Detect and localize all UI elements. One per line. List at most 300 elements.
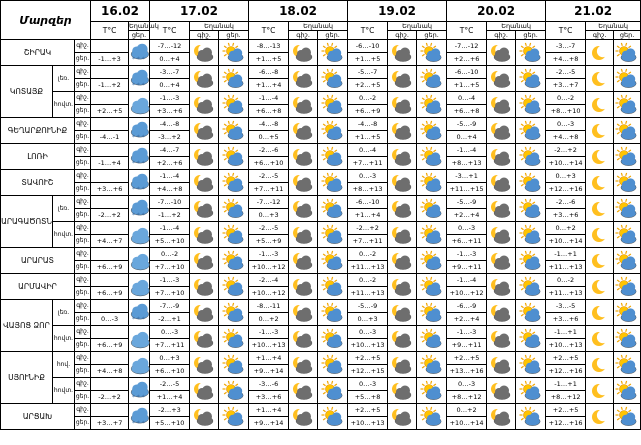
sun-cloud-icon	[420, 304, 444, 322]
sun-cloud-icon	[321, 148, 345, 166]
temp-day: +9…+14	[249, 365, 289, 378]
cloud-moon-icon	[291, 70, 315, 88]
day-label: ցեր.	[75, 417, 91, 430]
svg-text:* * *: * * *	[132, 394, 145, 402]
weather-cell-day	[417, 378, 447, 404]
temp-day: +10…+13	[348, 417, 388, 430]
temp-day: -2…+1	[150, 313, 190, 326]
cloud-moon-icon	[291, 44, 315, 62]
weather-cell-night	[289, 118, 318, 144]
sun-cloud-icon	[519, 174, 543, 192]
weather-cell-night	[487, 66, 516, 92]
weather-cell-day	[417, 40, 447, 66]
temp-night: -6…-10	[447, 66, 487, 79]
weather-cell-day	[318, 352, 348, 378]
moon-icon	[588, 330, 612, 348]
temp-night	[91, 196, 129, 209]
temp-night: -6…-10	[348, 196, 388, 209]
weather-cell-day	[219, 300, 249, 326]
temp-night: -7…-10	[150, 196, 190, 209]
temp-day: +4…+8	[546, 53, 586, 66]
temp-day: +5…+9	[249, 235, 289, 248]
temp-night: 0…-3	[447, 378, 487, 391]
weather-cell-day	[417, 274, 447, 300]
sun-cloud-icon	[222, 96, 246, 114]
temp-night: 0…-2	[348, 248, 388, 261]
cloud-icon	[129, 278, 153, 296]
sun-cloud-icon	[519, 252, 543, 270]
cloud-snow-icon	[129, 122, 153, 140]
svg-text:* * *: * * *	[132, 82, 145, 90]
sun-cloud-icon	[222, 226, 246, 244]
weather-cell-night	[586, 274, 614, 300]
weather-cell-day	[614, 300, 641, 326]
temp-day: +6…+10	[249, 157, 289, 170]
region-row-night	[1, 40, 641, 53]
weather-cell-day	[318, 40, 348, 66]
cloud-moon-icon	[291, 356, 315, 374]
temp-day: +6…+8	[447, 105, 487, 118]
weather-cell-day	[614, 352, 641, 378]
sun-cloud-icon	[321, 356, 345, 374]
sun-cloud-icon	[222, 44, 246, 62]
subregion-label: հովտ.	[53, 326, 75, 352]
temp-night: -2…+3	[150, 404, 190, 417]
temp-night: -1…-3	[249, 248, 289, 261]
temp-day: +3…+6	[91, 183, 129, 196]
temp-night	[91, 326, 129, 339]
region-row-night	[1, 144, 641, 157]
temp-day: +11…+13	[348, 287, 388, 300]
cloud-moon-icon	[390, 70, 414, 88]
temp-day: 0…+5	[249, 131, 289, 144]
temp-day: +7…+11	[249, 183, 289, 196]
day-label: ցեր.	[75, 157, 91, 170]
sun-cloud-icon	[615, 174, 639, 192]
region-name: ԱՐԱԳԱԾՈՏՆ	[1, 196, 53, 248]
cloud-moon-icon	[192, 278, 216, 296]
temp-day: +3…+6	[546, 209, 586, 222]
weather-cell-day	[614, 144, 641, 170]
sun-cloud-icon	[420, 356, 444, 374]
temp-night: -8…-13	[249, 40, 289, 53]
temp-night: -2…-6	[546, 196, 586, 209]
sun-cloud-icon	[222, 148, 246, 166]
temp-night: -2…+2	[546, 144, 586, 157]
weather-cell-day	[417, 248, 447, 274]
cloud-moon-icon	[390, 226, 414, 244]
day-label: ցեր.	[75, 183, 91, 196]
region-name: ՏԱՎՈՒՇ	[1, 170, 75, 196]
cloud-moon-icon	[390, 122, 414, 140]
weather-cell-night	[586, 352, 614, 378]
temp-day: -1…+2	[150, 209, 190, 222]
day-header: ցեր.	[417, 31, 447, 40]
cloud-moon-icon	[192, 356, 216, 374]
cloud-moon-icon	[489, 408, 513, 426]
region-name: ԿՈՏԱՅՔ	[1, 66, 53, 118]
weather-cell-day	[318, 378, 348, 404]
temp-night: 0…-2	[546, 274, 586, 287]
weather-cell-day	[516, 222, 546, 248]
temp-night: 0…-3	[150, 326, 190, 339]
weather-cell-day	[516, 300, 546, 326]
cloud-moon-icon	[192, 304, 216, 322]
region-name: ՎԱՅՈՑ ՁՈՐ	[1, 300, 53, 352]
cloud-moon-icon	[291, 200, 315, 218]
temp-night: -5…-9	[447, 196, 487, 209]
weather-cell-day	[318, 92, 348, 118]
temp-night: +1…+4	[249, 404, 289, 417]
sun-cloud-icon	[321, 200, 345, 218]
night-label: գիշ.	[75, 144, 91, 157]
temp-night: -2…-4	[249, 274, 289, 287]
sun-cloud-icon	[321, 44, 345, 62]
temp-day: +10…+14	[546, 235, 586, 248]
temp-night: -2…-5	[150, 378, 190, 391]
weather-cell-night	[586, 222, 614, 248]
day-label: ցեր.	[75, 131, 91, 144]
cloud-moon-icon	[192, 174, 216, 192]
weather-cell-night	[487, 196, 516, 222]
weather-cell-day	[219, 326, 249, 352]
sun-cloud-icon	[420, 148, 444, 166]
weather-cell-night	[586, 404, 614, 430]
weather-cell	[129, 92, 150, 118]
weather-cell-night	[487, 248, 516, 274]
date-header: 20.02	[447, 1, 546, 22]
weather-cell-night	[289, 92, 318, 118]
day-label: ցեր.	[75, 235, 91, 248]
weather-cell-night	[388, 144, 417, 170]
temp-day: +6…+11	[447, 235, 487, 248]
temp-day: -1…+3	[91, 53, 129, 66]
region-row-night	[1, 196, 641, 209]
sun-cloud-icon	[519, 382, 543, 400]
weather-cell	[129, 248, 150, 274]
weather-cell-night	[289, 404, 318, 430]
day-header: ցեր.	[219, 31, 249, 40]
temp-day: +3…+6	[150, 105, 190, 118]
night-label: գիշ.	[75, 248, 91, 261]
temp-day: +2…+6	[150, 157, 190, 170]
weather-cell-night	[388, 170, 417, 196]
sun-cloud-icon	[222, 304, 246, 322]
temp-day: +12…+16	[546, 417, 586, 430]
sun-cloud-icon	[615, 382, 639, 400]
weather-cell-night	[190, 352, 219, 378]
column-header-row	[1, 22, 641, 31]
temp-night: 0…-3	[348, 170, 388, 183]
day-header: ցեր.	[129, 31, 150, 40]
temp-day: 0…+4	[150, 79, 190, 92]
cloud-moon-icon	[489, 356, 513, 374]
weather-cell-day	[614, 66, 641, 92]
moon-icon	[588, 226, 612, 244]
weather-cell-day	[219, 248, 249, 274]
weather-cell-night	[388, 118, 417, 144]
cloud-moon-icon	[192, 200, 216, 218]
weather-cell-night	[190, 274, 219, 300]
sun-cloud-icon	[321, 278, 345, 296]
temp-day: 0…+4	[447, 131, 487, 144]
moon-icon	[588, 408, 612, 426]
temp-night	[91, 300, 129, 313]
temp-night: +2…+5	[348, 404, 388, 417]
temp-day: +6…+9	[91, 339, 129, 352]
cloud-moon-icon	[291, 148, 315, 166]
day-label: ցեր.	[75, 79, 91, 92]
cloud-moon-icon	[192, 382, 216, 400]
weather-cell-night	[190, 40, 219, 66]
region-row-night	[1, 248, 641, 261]
weather-cell	[129, 274, 150, 300]
cloud-icon	[129, 330, 153, 348]
cloud-moon-icon	[489, 70, 513, 88]
weather-cell-day	[219, 404, 249, 430]
moon-icon	[588, 96, 612, 114]
temp-night	[91, 378, 129, 391]
region-name: ԳԵՂԱՐՔՈՒՆԻՔ	[1, 118, 75, 144]
day-header: ցեր.	[614, 31, 641, 40]
cloud-moon-icon	[291, 304, 315, 322]
cloud-moon-icon	[192, 44, 216, 62]
weather-cell-day	[516, 352, 546, 378]
weather-cell-day	[318, 66, 348, 92]
temp-header: T°C	[447, 22, 487, 40]
temp-day: +8…+12	[546, 391, 586, 404]
temp-night: 0…-3	[348, 326, 388, 339]
date-header: 17.02	[150, 1, 249, 22]
temp-day: +11…+13	[546, 287, 586, 300]
moon-icon	[588, 200, 612, 218]
date-header-row	[1, 1, 641, 22]
temp-day: +7…+11	[348, 235, 388, 248]
weather-cell-night	[388, 326, 417, 352]
weather-cell-night	[289, 378, 318, 404]
temp-night: +2…+5	[348, 352, 388, 365]
weather-cell-day	[219, 378, 249, 404]
weather-cell-day	[318, 404, 348, 430]
temp-night: +1…+4	[249, 352, 289, 365]
region-name: ՇԻՐԱԿ	[1, 40, 75, 66]
temp-day: +7…+11	[150, 339, 190, 352]
temp-day: +9…+14	[249, 417, 289, 430]
temp-night: -3…-5	[546, 300, 586, 313]
weather-cell-night	[190, 378, 219, 404]
cloud-moon-icon	[291, 226, 315, 244]
weather-cell-night	[487, 326, 516, 352]
weather-cell-day	[614, 326, 641, 352]
temp-day: -1…+2	[91, 79, 129, 92]
subregion-label: լեռ.	[53, 300, 75, 326]
night-header: գիշ.	[487, 31, 516, 40]
moon-icon	[588, 148, 612, 166]
temp-night: -3…-6	[249, 378, 289, 391]
temp-night: 0…+3	[150, 352, 190, 365]
temp-night	[91, 352, 129, 365]
weather-cell-night	[487, 144, 516, 170]
region-row-night	[1, 326, 641, 339]
cloud-moon-icon	[390, 330, 414, 348]
temp-day: +12…+16	[546, 183, 586, 196]
night-label: գիշ.	[75, 352, 91, 365]
temp-night: -7…-12	[249, 196, 289, 209]
cloud-moon-icon	[390, 200, 414, 218]
weather-cell-day	[318, 222, 348, 248]
weather-cell-day	[516, 196, 546, 222]
temp-day: +10…+12	[447, 287, 487, 300]
weather-cell-day	[516, 326, 546, 352]
sun-cloud-icon	[321, 174, 345, 192]
weather-cell-day	[417, 144, 447, 170]
sun-cloud-icon	[519, 408, 543, 426]
weather-cell-night	[190, 222, 219, 248]
cloud-moon-icon	[291, 174, 315, 192]
temp-night: -1…-3	[447, 326, 487, 339]
weather-cell-day	[614, 248, 641, 274]
weather-cell-day	[219, 92, 249, 118]
weather-cell-day	[318, 144, 348, 170]
weather-cell	[129, 118, 150, 144]
day-label: ցեր.	[75, 287, 91, 300]
cloud-moon-icon	[390, 44, 414, 62]
sun-cloud-icon	[519, 278, 543, 296]
sun-cloud-icon	[615, 96, 639, 114]
subregion-label: հովտ.	[53, 92, 75, 118]
cloud-snow-icon	[129, 200, 153, 218]
weather-cell-night	[388, 274, 417, 300]
sun-cloud-icon	[615, 70, 639, 88]
weather-cell-night	[586, 66, 614, 92]
weather-cell-day	[417, 222, 447, 248]
weather-cell-day	[516, 92, 546, 118]
weather-cell-day	[219, 222, 249, 248]
weather-cell-night	[388, 404, 417, 430]
sun-cloud-icon	[519, 70, 543, 88]
cloud-moon-icon	[291, 122, 315, 140]
temp-night: -2…-6	[249, 144, 289, 157]
weather-cell-night	[586, 118, 614, 144]
cloud-moon-icon	[390, 408, 414, 426]
region-name: ԱՐԱՐԱՏ	[1, 248, 75, 274]
temp-night	[91, 66, 129, 79]
night-header: գիշ.	[289, 31, 318, 40]
temp-night: -1…-4	[447, 274, 487, 287]
weather-cell-night	[586, 248, 614, 274]
temp-day: -2…+2	[91, 209, 129, 222]
temp-night: -2…+2	[348, 222, 388, 235]
sun-cloud-icon	[519, 122, 543, 140]
temp-day: +6…+9	[91, 287, 129, 300]
sun-cloud-icon	[420, 122, 444, 140]
temp-day: +10…+14	[546, 157, 586, 170]
temp-day: +6…+9	[91, 261, 129, 274]
weather-cell-night	[586, 92, 614, 118]
sun-cloud-icon	[420, 70, 444, 88]
weather-cell-day	[417, 196, 447, 222]
sun-cloud-icon	[615, 226, 639, 244]
temp-day: +3…+6	[249, 391, 289, 404]
weather-cell-day	[318, 326, 348, 352]
sun-cloud-icon	[420, 174, 444, 192]
night-label: գիշ.	[75, 274, 91, 287]
sun-cloud-icon	[222, 174, 246, 192]
temp-night: -4…-8	[348, 118, 388, 131]
weather-cell-night	[487, 170, 516, 196]
temp-day: +8…+12	[447, 391, 487, 404]
sun-cloud-icon	[222, 278, 246, 296]
weather-cell-day	[219, 274, 249, 300]
temp-day: -3…+2	[150, 131, 190, 144]
temp-day: +2…+4	[447, 209, 487, 222]
weather-cell-night	[388, 66, 417, 92]
night-label: գիշ.	[75, 92, 91, 105]
cloud-moon-icon	[489, 96, 513, 114]
cloud-moon-icon	[192, 96, 216, 114]
svg-text:* * *: * * *	[132, 160, 145, 168]
temp-day: +2…+4	[447, 313, 487, 326]
moon-icon	[588, 70, 612, 88]
weather-cell-night	[586, 326, 614, 352]
cloud-moon-icon	[489, 252, 513, 270]
temp-day: 0…+3	[348, 313, 388, 326]
cloud-icon	[129, 96, 153, 114]
weather-cell-night	[487, 300, 516, 326]
cloud-moon-icon	[390, 96, 414, 114]
temp-day: +12…+16	[546, 365, 586, 378]
temp-night: 0…-2	[348, 274, 388, 287]
sun-cloud-icon	[519, 148, 543, 166]
temp-night: -1…-3	[447, 248, 487, 261]
temp-night: -6…-9	[447, 300, 487, 313]
temp-night: -1…-4	[150, 170, 190, 183]
day-label: ցեր.	[75, 365, 91, 378]
weather-cell-day	[219, 170, 249, 196]
region-name: ԼՈՌԻ	[1, 144, 75, 170]
sun-cloud-icon	[420, 96, 444, 114]
temp-night: -3…+1	[447, 170, 487, 183]
temp-day: -4…-1	[91, 131, 129, 144]
weather-cell-day	[417, 66, 447, 92]
weather-cell-night	[388, 92, 417, 118]
weather-cell-day	[516, 248, 546, 274]
temp-night: -7…-12	[150, 40, 190, 53]
forecast-body	[1, 40, 641, 430]
sun-cloud-icon	[321, 382, 345, 400]
temp-day: 0…+2	[249, 313, 289, 326]
weather-cell-day	[318, 248, 348, 274]
night-header: գիշ.	[388, 31, 417, 40]
weather-cell-night	[487, 92, 516, 118]
weather-cell-night	[586, 196, 614, 222]
temp-night: -1…-3	[150, 92, 190, 105]
day-header: ցեր.	[318, 31, 348, 40]
weather-cell-day	[417, 404, 447, 430]
cloud-snow-icon	[129, 382, 153, 400]
cloud-moon-icon	[192, 252, 216, 270]
weather-cell-night	[190, 196, 219, 222]
temp-night: -3…-7	[546, 40, 586, 53]
cloud-moon-icon	[390, 382, 414, 400]
cloud-moon-icon	[192, 226, 216, 244]
temp-night: -2…-5	[249, 222, 289, 235]
cloud-moon-icon	[489, 200, 513, 218]
weather-cell-day	[318, 118, 348, 144]
sun-cloud-icon	[321, 226, 345, 244]
temp-night	[91, 404, 129, 417]
temp-night: +2…+5	[447, 352, 487, 365]
